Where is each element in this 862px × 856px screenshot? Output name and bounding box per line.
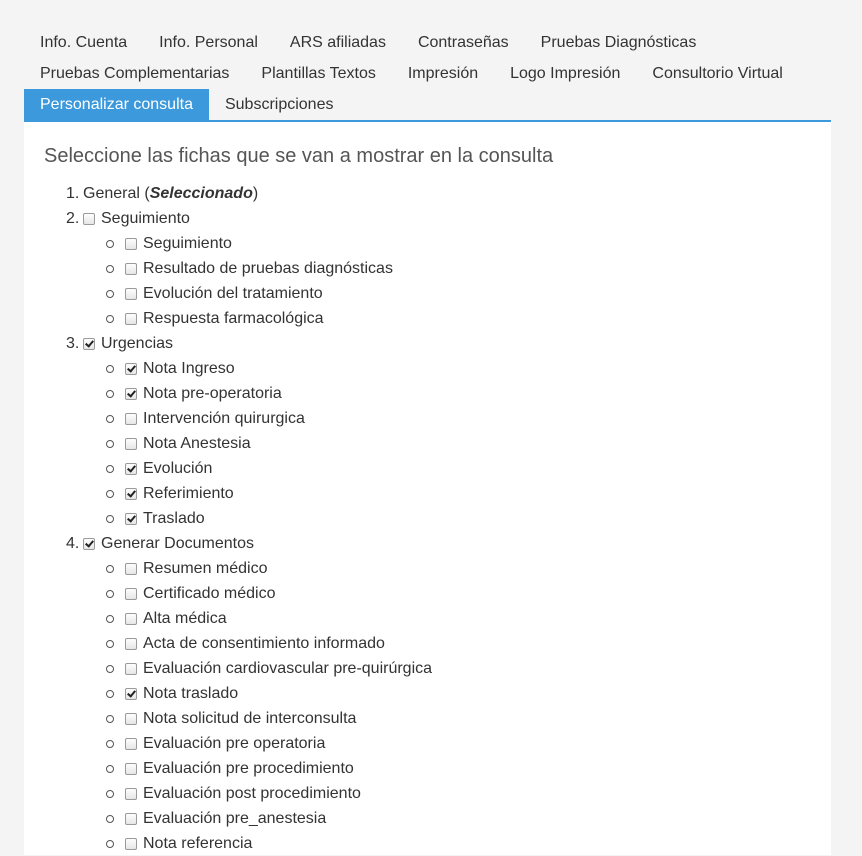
section-row xyxy=(66,331,432,356)
page-heading: Seleccione las fichas que se van a mostrar en la consulta xyxy=(44,145,554,167)
item-checkbox[interactable] xyxy=(125,588,137,600)
tab-info-personal[interactable]: Info. Personal xyxy=(159,34,258,51)
tab-impresion[interactable]: Impresión xyxy=(407,65,479,82)
bullet-icon xyxy=(106,815,114,823)
bullet-icon xyxy=(106,240,114,248)
item-checkbox[interactable] xyxy=(125,288,137,300)
item-checkbox[interactable] xyxy=(125,363,137,375)
bullet-icon xyxy=(106,690,114,698)
section-number: 2. xyxy=(66,209,80,227)
item-label: Respuesta farmacológica xyxy=(143,309,324,327)
item-checkbox[interactable] xyxy=(125,238,137,250)
list-item xyxy=(66,731,432,756)
tab-row-2 xyxy=(24,58,799,89)
bullet-icon xyxy=(106,515,114,523)
item-label: Evaluación post procedimiento xyxy=(143,784,361,802)
tab-row-3 xyxy=(24,89,349,120)
bullet-icon xyxy=(106,265,114,273)
item-label: Nota Anestesia xyxy=(143,434,251,452)
item-checkbox[interactable] xyxy=(125,438,137,450)
bullet-icon xyxy=(106,665,114,673)
bullet-icon xyxy=(106,390,114,398)
list-item xyxy=(66,781,432,806)
item-label: Alta médica xyxy=(143,609,227,627)
item-checkbox[interactable] xyxy=(125,638,137,650)
bullet-icon xyxy=(106,465,114,473)
item-label: Acta de consentimiento informado xyxy=(143,634,385,652)
item-label: Evolución del tratamiento xyxy=(143,284,323,302)
list-item xyxy=(66,281,432,306)
section-number: 4. xyxy=(66,534,80,552)
item-label: Evaluación pre operatoria xyxy=(143,734,326,752)
list-item xyxy=(66,606,432,631)
list-item xyxy=(66,381,432,406)
bullet-icon xyxy=(106,765,114,773)
item-label: Nota referencia xyxy=(143,834,253,852)
bullet-icon xyxy=(106,615,114,623)
item-label: Evolución xyxy=(143,459,213,477)
item-checkbox[interactable] xyxy=(125,263,137,275)
section-note: Seleccionado xyxy=(149,184,253,202)
item-label: Evaluación cardiovascular pre-quirúrgica xyxy=(143,659,433,677)
bullet-icon xyxy=(106,290,114,298)
tab-consultorio-virtual[interactable]: Consultorio Virtual xyxy=(652,65,783,82)
section-note-close: ) xyxy=(252,184,259,202)
list-item xyxy=(66,231,432,256)
item-checkbox[interactable] xyxy=(125,813,137,825)
list-item xyxy=(66,456,432,481)
bullet-icon xyxy=(106,640,114,648)
tab-contrasenas[interactable]: Contraseñas xyxy=(417,34,509,51)
item-label: Nota Ingreso xyxy=(143,359,235,377)
list-item xyxy=(66,556,432,581)
bullet-icon xyxy=(106,440,114,448)
item-checkbox[interactable] xyxy=(125,688,137,700)
item-label: Seguimiento xyxy=(143,234,232,252)
bullet-icon xyxy=(106,415,114,423)
section-checkbox[interactable] xyxy=(83,213,95,225)
item-checkbox[interactable] xyxy=(125,463,137,475)
item-checkbox[interactable] xyxy=(125,388,137,400)
list-item xyxy=(66,656,432,681)
list-item xyxy=(66,406,432,431)
section-label: Generar Documentos xyxy=(101,534,254,552)
section-checkbox[interactable] xyxy=(83,538,95,550)
section-checkbox[interactable] xyxy=(83,338,95,350)
tab-ars-afiliadas[interactable]: ARS afiliadas xyxy=(289,34,386,51)
list-item xyxy=(66,306,432,331)
bullet-icon xyxy=(106,840,114,848)
item-label: Nota solicitud de interconsulta xyxy=(143,709,357,727)
item-label: Referimiento xyxy=(143,484,234,502)
item-label: Resultado de pruebas diagnósticas xyxy=(143,259,393,277)
item-checkbox[interactable] xyxy=(125,563,137,575)
tab-personalizar-consulta[interactable]: Personalizar consulta xyxy=(24,89,209,120)
section-label: Seguimiento xyxy=(101,209,190,227)
item-checkbox[interactable] xyxy=(125,763,137,775)
bullet-icon xyxy=(106,715,114,723)
item-checkbox[interactable] xyxy=(125,513,137,525)
item-checkbox[interactable] xyxy=(125,788,137,800)
list-item xyxy=(66,806,432,831)
item-checkbox[interactable] xyxy=(125,488,137,500)
list-item xyxy=(66,506,432,531)
tab-underline xyxy=(24,120,831,122)
item-checkbox[interactable] xyxy=(125,838,137,850)
list-item xyxy=(66,581,432,606)
bullet-icon xyxy=(106,365,114,373)
list-item xyxy=(66,681,432,706)
item-label: Intervención quirurgica xyxy=(143,409,305,427)
bullet-icon xyxy=(106,790,114,798)
bullet-icon xyxy=(106,565,114,573)
list-item xyxy=(66,431,432,456)
tab-logo-impresion[interactable]: Logo Impresión xyxy=(510,65,621,82)
list-item xyxy=(66,481,432,506)
item-label: Evaluación pre procedimiento xyxy=(143,759,354,777)
item-label: Certificado médico xyxy=(143,584,276,602)
item-label: Evaluación pre_anestesia xyxy=(143,809,327,827)
tab-info-cuenta[interactable]: Info. Cuenta xyxy=(40,34,128,51)
item-checkbox[interactable] xyxy=(125,713,137,725)
bullet-icon xyxy=(106,315,114,323)
list-item xyxy=(66,756,432,781)
item-label: Resumen médico xyxy=(143,559,268,577)
tab-pruebas-complementarias[interactable]: Pruebas Complementarias xyxy=(40,65,230,82)
bullet-icon xyxy=(106,490,114,498)
settings-tab-bar xyxy=(24,10,831,121)
bullet-icon xyxy=(106,740,114,748)
list-item xyxy=(66,631,432,656)
item-checkbox[interactable] xyxy=(125,613,137,625)
item-label: Nota traslado xyxy=(143,684,239,702)
list-item xyxy=(66,356,432,381)
item-label: Traslado xyxy=(143,509,205,527)
section-row xyxy=(66,206,432,231)
item-checkbox[interactable] xyxy=(125,663,137,675)
section-label: Urgencias xyxy=(101,334,174,352)
section-note-open: ( xyxy=(139,184,150,202)
item-label: Nota pre-operatoria xyxy=(143,384,282,402)
list-item xyxy=(66,831,432,856)
item-checkbox[interactable] xyxy=(125,313,137,325)
list-item xyxy=(66,256,432,281)
tab-row-1 xyxy=(24,27,712,58)
list-item xyxy=(66,706,432,731)
tab-subscripciones[interactable]: Subscripciones xyxy=(224,96,334,113)
item-checkbox[interactable] xyxy=(125,413,137,425)
item-checkbox[interactable] xyxy=(125,738,137,750)
tab-plantillas-textos[interactable]: Plantillas Textos xyxy=(261,65,376,82)
section-label: General xyxy=(83,184,140,202)
section-number: 1. xyxy=(66,184,80,202)
section-row xyxy=(66,181,432,206)
section-number: 3. xyxy=(66,334,80,352)
tabs-selection-list xyxy=(66,181,432,856)
section-row xyxy=(66,531,432,556)
tab-pruebas-diagnosticas[interactable]: Pruebas Diagnósticas xyxy=(540,34,697,51)
bullet-icon xyxy=(106,590,114,598)
